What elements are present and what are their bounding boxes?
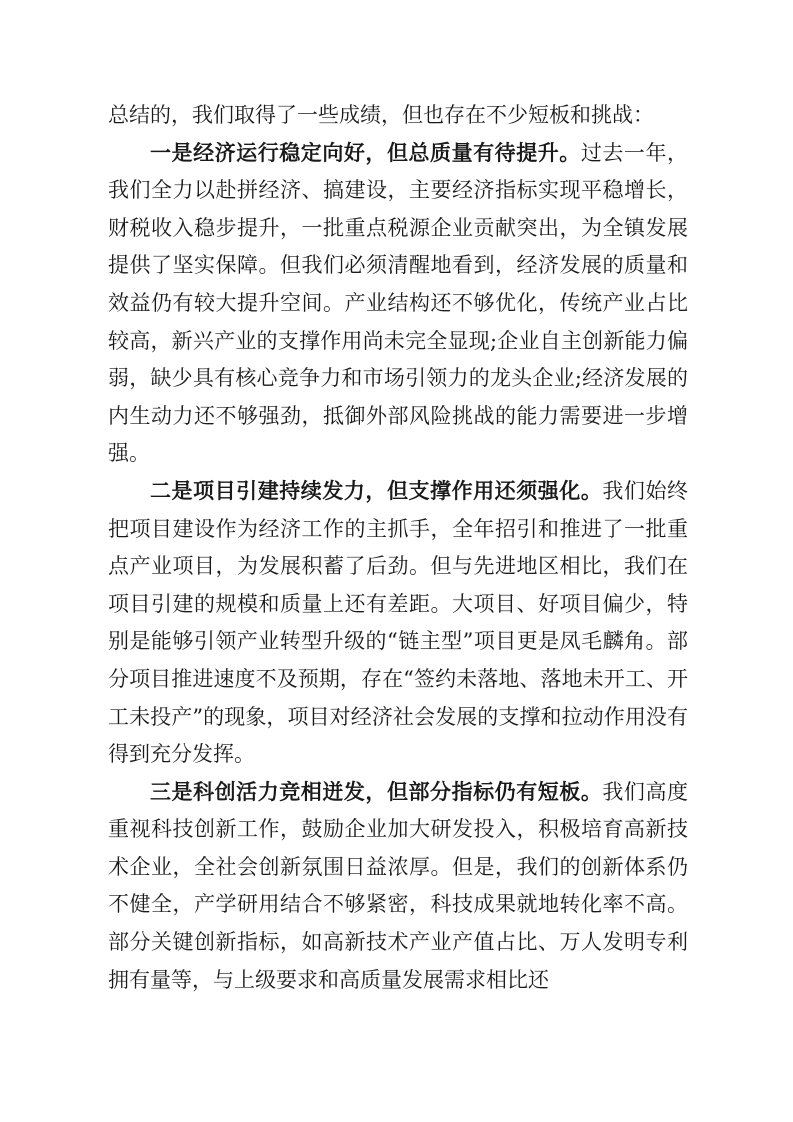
paragraph-text: 总结的，我们取得了一些成绩，但也存在不少短板和挑战：	[108, 103, 654, 127]
paragraph-heading: 三是科创活力竞相迸发，但部分指标仍有短板。	[150, 779, 603, 804]
paragraph-text: 我们始终把项目建设作为经济工作的主抓手，全年招引和推进了一批重点产业项目，为发展积蓄了后劲。但与先进地区相比，我们在项目引建的规模和质量上还有差距。大项目、好项目偏少，特别是能够引领产业转型升级的“链主型”项目更是凤毛麟角。部分项目推进速度不及预期，存在“签约未落地、落地未开工、开工未投产”的现象，项目对经济社会发展的支撑和拉动作用没有得到充分发挥。	[108, 478, 688, 767]
paragraph-heading: 一是经济运行稳定向好，但总质量有待提升。	[150, 140, 581, 165]
paragraph-heading: 二是项目引建持续发力，但支撑作用还须强化。	[150, 478, 603, 503]
paragraph-text: 我们高度重视科技创新工作，鼓励企业加大研发投入，积极培育高新技术企业，全社会创新氛围日益浓厚。但是，我们的创新体系仍不健全，产学研用结合不够紧密，科技成果就地转化率不高。部分关键创新指标，如高新技术产业产值占比、万人发明专利拥有量等，与上级要求和高质量发展需求相比还	[108, 779, 688, 992]
document-page	[108, 97, 688, 999]
paragraph-text: 过去一年，我们全力以赴拼经济、搞建设，主要经济指标实现平稳增长，财税收入稳步提升，一批重点税源企业贡献突出，为全镇发展提供了坚实保障。但我们必须清醒地看到，经济发展的质量和效益仍有较大提升空间。产业结构还不够优化，传统产业占比较高，新兴产业的支撑作用尚未完全显现;企业自主创新能力偏弱，缺少具有核心竞争力和市场引领力的龙头企业;经济发展的内生动力还不够强劲，抵御外部风险挑战的能力需要进一步增强。	[108, 140, 689, 466]
paragraph-intro	[108, 97, 688, 135]
paragraph-innovation	[108, 774, 688, 1000]
paragraph-projects	[108, 473, 688, 774]
paragraph-economy	[108, 135, 688, 473]
